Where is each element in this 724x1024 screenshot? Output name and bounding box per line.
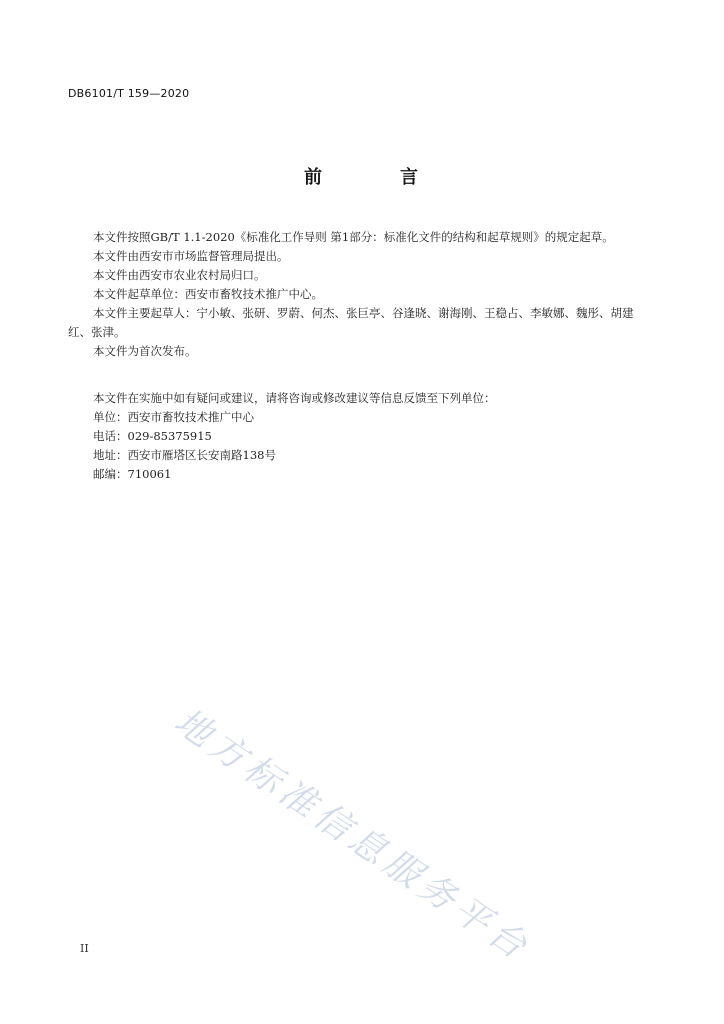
paragraph-drafters: 本文件主要起草人：宁小敏、张研、罗蔚、何杰、张巨亭、谷逢晓、谢海刚、王稳占、李敏娜、魏彤、胡建红、张津。 [68,306,634,339]
paragraph-drafting-unit: 本文件起草单位：西安市畜牧技术推广中心。 [93,287,323,301]
paragraph-basis: 本文件按照GB/T 1.1-2020《标准化工作导则 第1部分：标准化文件的结构和起草规则》的规定起草。 [93,230,614,244]
paragraph-proposer: 本文件由西安市市场监督管理局提出。 [93,249,289,263]
feedback-unit: 单位：西安市畜牧技术推广中心 [93,410,254,424]
feedback-postcode: 邮编：710061 [93,467,172,481]
feedback-intro: 本文件在实施中如有疑问或建议，请将咨询或修改建议等信息反馈至下列单位： [93,391,496,405]
page-title: 前 言 [304,167,448,188]
feedback-address: 地址：西安市雁塔区长安南路138号 [93,448,276,462]
document-code: DB6101/T 159—2020 [68,87,190,100]
feedback-phone: 电话：029-85375915 [93,429,212,443]
foreword-body [68,228,642,484]
section-spacer [68,361,642,389]
paragraph-first-release: 本文件为首次发布。 [93,344,197,358]
page-number: II [80,942,89,955]
watermark: 地方标准信息服务平台 [166,700,538,970]
paragraph-administrator: 本文件由西安市农业农村局归口。 [93,268,266,282]
